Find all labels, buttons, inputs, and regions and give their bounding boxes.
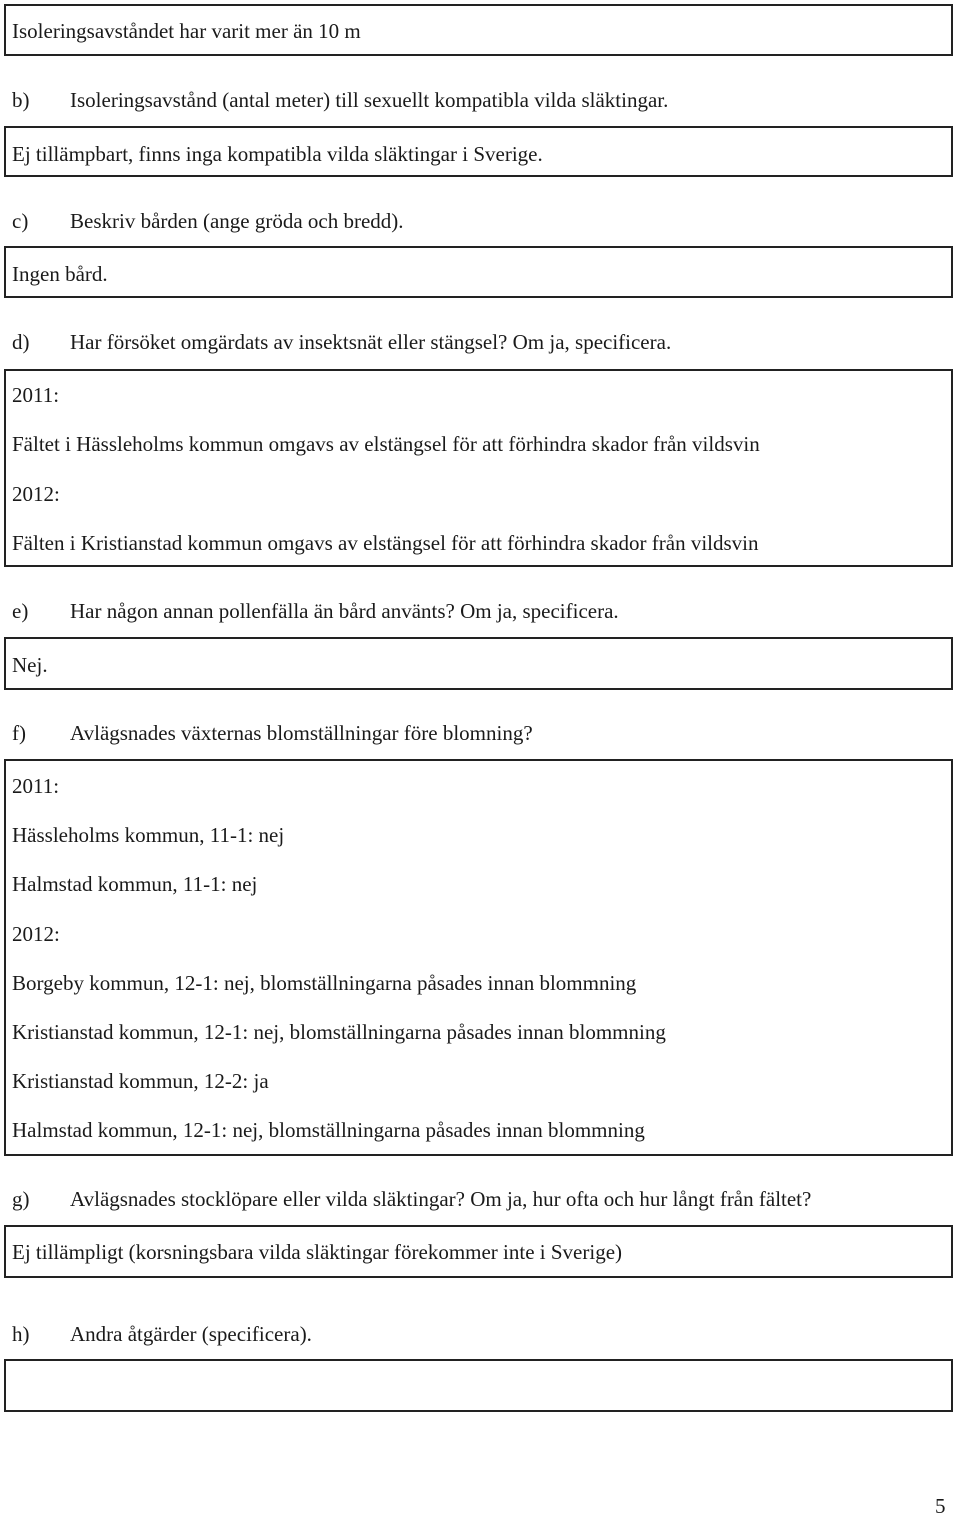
answer-f-line: Kristianstad kommun, 12-1: nej, blomställningarna påsades innan blommning: [12, 1020, 666, 1044]
question-h-letter: h): [12, 1322, 30, 1346]
question-b-letter: b): [12, 88, 30, 112]
answer-box-e[interactable]: [4, 637, 953, 690]
answer-f-line: 2011:: [12, 774, 60, 798]
answer-d-line: Fältet i Hässleholms kommun omgavs av elstängsel för att förhindra skador från vildsvin: [12, 432, 760, 456]
answer-b-text: Ej tillämpbart, finns inga kompatibla vilda släktingar i Sverige.: [12, 142, 543, 166]
question-g-letter: g): [12, 1187, 30, 1211]
answer-d-line: Fälten i Kristianstad kommun omgavs av elstängsel för att förhindra skador från vildsvin: [12, 531, 759, 555]
question-e-text: Har någon annan pollenfälla än bård använts? Om ja, specificera.: [70, 599, 619, 623]
question-c-letter: c): [12, 209, 29, 233]
question-f-letter: f): [12, 721, 26, 745]
answer-box-h[interactable]: [4, 1359, 953, 1412]
answer-f-line: Kristianstad kommun, 12-2: ja: [12, 1069, 269, 1093]
answer-e-text: Nej.: [12, 653, 48, 677]
answer-box-f[interactable]: [4, 759, 953, 1156]
answer-d-line: 2012:: [12, 482, 60, 506]
answer-d-line: 2011:: [12, 383, 60, 407]
question-h-text: Andra åtgärder (specificera).: [70, 1322, 312, 1346]
answer-f-line: Borgeby kommun, 12-1: nej, blomställningarna påsades innan blommning: [12, 971, 637, 995]
question-d-text: Har försöket omgärdats av insektsnät eller stängsel? Om ja, specificera.: [70, 330, 672, 354]
answer-c-text: Ingen bård.: [12, 262, 108, 286]
question-c-text: Beskriv bården (ange gröda och bredd).: [70, 209, 404, 233]
page-number: 5: [935, 1494, 946, 1518]
answer-g-text: Ej tillämpligt (korsningsbara vilda släktingar förekommer inte i Sverige): [12, 1240, 623, 1264]
answer-box-c[interactable]: [4, 246, 953, 298]
question-e-letter: e): [12, 599, 29, 623]
question-b-text: Isoleringsavstånd (antal meter) till sexuellt kompatibla vilda släktingar.: [70, 88, 669, 112]
question-g-text: Avlägsnades stocklöpare eller vilda släktingar? Om ja, hur ofta och hur långt från fältet?: [70, 1187, 812, 1211]
answer-f-line: Hässleholms kommun, 11-1: nej: [12, 823, 285, 847]
answer-f-line: Halmstad kommun, 11-1: nej: [12, 872, 258, 896]
answer-f-line: Halmstad kommun, 12-1: nej, blomställningarna påsades innan blommning: [12, 1118, 645, 1142]
answer-f-line: 2012:: [12, 922, 60, 946]
answer-a-text: Isoleringsavståndet har varit mer än 10 m: [12, 19, 361, 43]
question-f-text: Avlägsnades växternas blomställningar före blomning?: [70, 721, 533, 745]
question-d-letter: d): [12, 330, 30, 354]
